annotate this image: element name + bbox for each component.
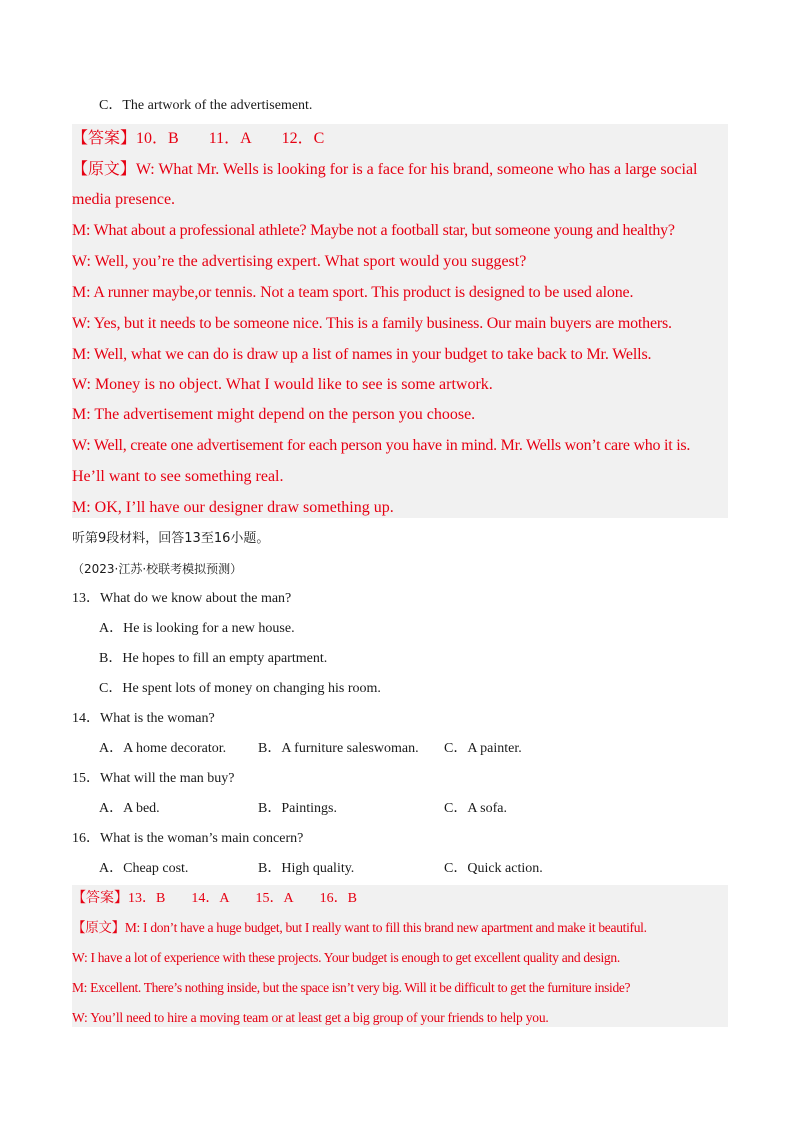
answer-10: 10．B bbox=[136, 130, 179, 147]
answer-12: 12．C bbox=[281, 130, 325, 147]
transcript-line: 【原文】M: I don’t have a huge budget, but I really want to fill this brand new apartment and make it beautiful. bbox=[72, 920, 647, 936]
transcript-label: 【原文】 bbox=[72, 159, 136, 178]
question-16-option-a: A．Cheap cost. bbox=[99, 861, 189, 876]
transcript-line: W: Well, you’re the advertising expert. What sport would you suggest? bbox=[72, 253, 527, 270]
answer-13: 13．B bbox=[128, 891, 166, 906]
question-14-stem: 14．What is the woman? bbox=[72, 711, 215, 726]
answer-15: 15．A bbox=[255, 891, 294, 906]
answer-14: 14．A bbox=[191, 891, 230, 906]
transcript-line: 【原文】W: What Mr. Wells is looking for is a face for his brand, someone who has a large social bbox=[72, 159, 698, 178]
answer-label: 【答案】 bbox=[72, 890, 128, 906]
question-source: （2023·江苏·校联考模拟预测） bbox=[72, 562, 243, 576]
option-c-q12: C．The artwork of the advertisement. bbox=[99, 98, 313, 113]
answer-line-1 bbox=[72, 128, 324, 149]
answer-11: 11．A bbox=[208, 130, 252, 147]
transcript-line: W: Money is no object. What I would like to see is some artwork. bbox=[72, 376, 493, 393]
transcript-line: M: Excellent. There’s nothing inside, but the space isn’t very big. Will it be difficult to get the furniture inside? bbox=[72, 980, 631, 995]
transcript-line: M: Well, what we can do is draw up a list of names in your budget to take back to Mr. Wells. bbox=[72, 346, 652, 363]
question-16-option-c: C．Quick action. bbox=[444, 861, 543, 876]
question-13-option-b: B．He hopes to fill an empty apartment. bbox=[99, 651, 328, 666]
answer-line-2 bbox=[72, 889, 357, 908]
transcript-line: W: I have a lot of experience with these projects. Your budget is enough to get excellent quality and design. bbox=[72, 950, 620, 965]
transcript-line: M: OK, I’ll have our designer draw something up. bbox=[72, 499, 394, 516]
question-14-option-b: B．A furniture saleswoman. bbox=[258, 741, 419, 756]
section-intro: 听第9段材料，回答13至16小题。 bbox=[72, 531, 270, 546]
question-15-stem: 15．What will the man buy? bbox=[72, 771, 235, 786]
answer-block-2 bbox=[72, 885, 728, 1027]
question-13-option-c: C．He spent lots of money on changing his room. bbox=[99, 681, 381, 696]
transcript-line: M: A runner maybe,or tennis. Not a team sport. This product is designed to be used alone. bbox=[72, 284, 634, 301]
transcript-label: 【原文】 bbox=[72, 920, 125, 936]
question-15-option-a: A．A bed. bbox=[99, 801, 160, 816]
transcript-line: W: Well, create one advertisement for each person you have in mind. Mr. Wells won’t care who it is. bbox=[72, 437, 691, 454]
question-14-option-c: C．A painter. bbox=[444, 741, 522, 756]
transcript-line: media presence. bbox=[72, 191, 176, 208]
question-14-option-a: A．A home decorator. bbox=[99, 741, 227, 756]
question-15-option-b: B．Paintings. bbox=[258, 801, 337, 816]
transcript-line: He’ll want to see something real. bbox=[72, 468, 284, 485]
transcript-line: M: The advertisement might depend on the person you choose. bbox=[72, 406, 476, 423]
question-13-stem: 13．What do we know about the man? bbox=[72, 591, 292, 606]
answer-block-1 bbox=[72, 124, 728, 518]
question-16-option-b: B．High quality. bbox=[258, 861, 355, 876]
transcript-line: W: Yes, but it needs to be someone nice. This is a family business. Our main buyers are mothers. bbox=[72, 315, 672, 332]
answer-label: 【答案】 bbox=[72, 128, 137, 147]
question-15-option-c: C．A sofa. bbox=[444, 801, 507, 816]
question-13-option-a: A．He is looking for a new house. bbox=[99, 621, 295, 636]
question-16-stem: 16．What is the woman’s main concern? bbox=[72, 831, 304, 846]
answer-16: 16．B bbox=[319, 891, 357, 906]
transcript-line: W: You’ll need to hire a moving team or at least get a big group of your friends to help you. bbox=[72, 1010, 549, 1025]
transcript-line: M: What about a professional athlete? Maybe not a football star, but someone young and healthy? bbox=[72, 222, 675, 239]
